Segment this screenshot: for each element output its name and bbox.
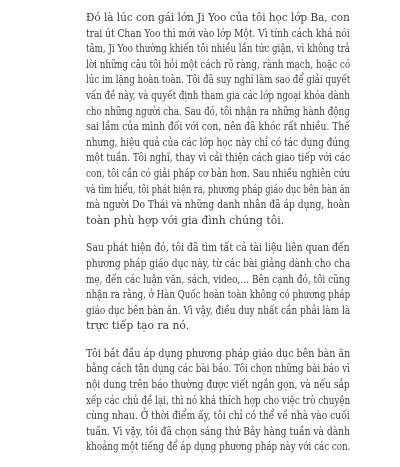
- text-line: Sau phát hiện đó, tôi đã tìm tất cả tài liệu liên quan đến: [86, 241, 350, 255]
- text-line: lúc im lặng hoàn toàn. Tôi đã suy nghĩ làm sao để giải quyết: [86, 73, 351, 87]
- text-line: mẹ, đến các luận văn, sách, video,… Bên cạnh đó, tôi cũng: [86, 272, 351, 286]
- text-line: tuần. Vì vậy, tôi đã chọn sáng thứ Bảy hàng tuần và dành: [86, 424, 350, 438]
- text-line: bằng cách tận dụng các bài báo. Tôi chọn những bài báo vì: [86, 362, 350, 376]
- text-line: sai lầm của mình đối với con, nên đã khóc rất nhiều. Thế: [86, 120, 350, 134]
- text-line: Đó là lúc con gái lớn Ji Yoo của tôi học lớp Ba, con: [86, 11, 350, 24]
- text-line: trai út Chan Yoo thì mới vào lớp Một. Vì tính cách khá nói: [86, 26, 350, 40]
- text-line: con, tôi cần có giải pháp cơ bản hơn. Sau nhiều nghiên cứu: [86, 166, 351, 180]
- text-line: giáo dục bên bàn ăn. Vì vậy, điều duy nhất cần phải làm là: [86, 303, 351, 317]
- text-line: phương pháp giáo dục này, từ các bài giảng dành cho cha: [86, 256, 351, 270]
- text-line: nhưng, hiệu quả của các lớp học này chỉ có tác dụng đúng: [86, 135, 350, 149]
- paragraph-3: [86, 346, 350, 455]
- text-line: nhận ra rằng, ở Hàn Quốc hoàn toàn không có phương pháp: [86, 288, 351, 302]
- text-line: nội dung trên báo thường được viết ngắn gọn, và nếu sắp: [86, 378, 350, 392]
- text-line: và tìm hiểu, tôi phát hiện ra, phương pháp giáo dục bên bàn ăn: [86, 182, 350, 196]
- paragraph-2: [86, 240, 350, 334]
- text-line: Tôi bắt đầu áp dụng phương pháp giáo dục bên bàn ăn: [86, 346, 351, 360]
- text-line: toàn phù hợp với gia đình chúng tôi.: [86, 213, 285, 227]
- text-line: tâm, Ji Yoo thường khiến tôi nhiều lần tức giận, vì không trả: [86, 42, 350, 56]
- text-line: lời những câu tôi hỏi một cách rõ ràng, rành mạch, hoặc có: [86, 57, 351, 71]
- body-text: [86, 10, 350, 467]
- text-line: khoảng một tiếng để áp dụng phương pháp này với các con.: [86, 440, 351, 454]
- text-line: xếp các chủ đề lại, thì nó khá thích hợp cho việc trò chuyện: [86, 393, 351, 407]
- text-line: mà người Do Thái và những danh nhân đã áp dụng, hoàn: [86, 198, 350, 212]
- text-line: một tuần. Tôi nghĩ, thay vì cải thiện cách giao tiếp với các: [86, 151, 351, 165]
- text-line: cùng nhau. Ở thời điểm ấy, tôi chỉ có thể về nhà vào cuối: [86, 409, 350, 423]
- paragraph-1: [86, 10, 350, 228]
- text-line: vấn đề này, và quyết định tham gia các lớp ngoại khóa dành: [86, 88, 350, 102]
- text-line: cho những người cha. Sau đó, tôi nhận ra những hành động: [86, 104, 350, 118]
- text-line: trực tiếp tạo ra nó.: [86, 319, 190, 333]
